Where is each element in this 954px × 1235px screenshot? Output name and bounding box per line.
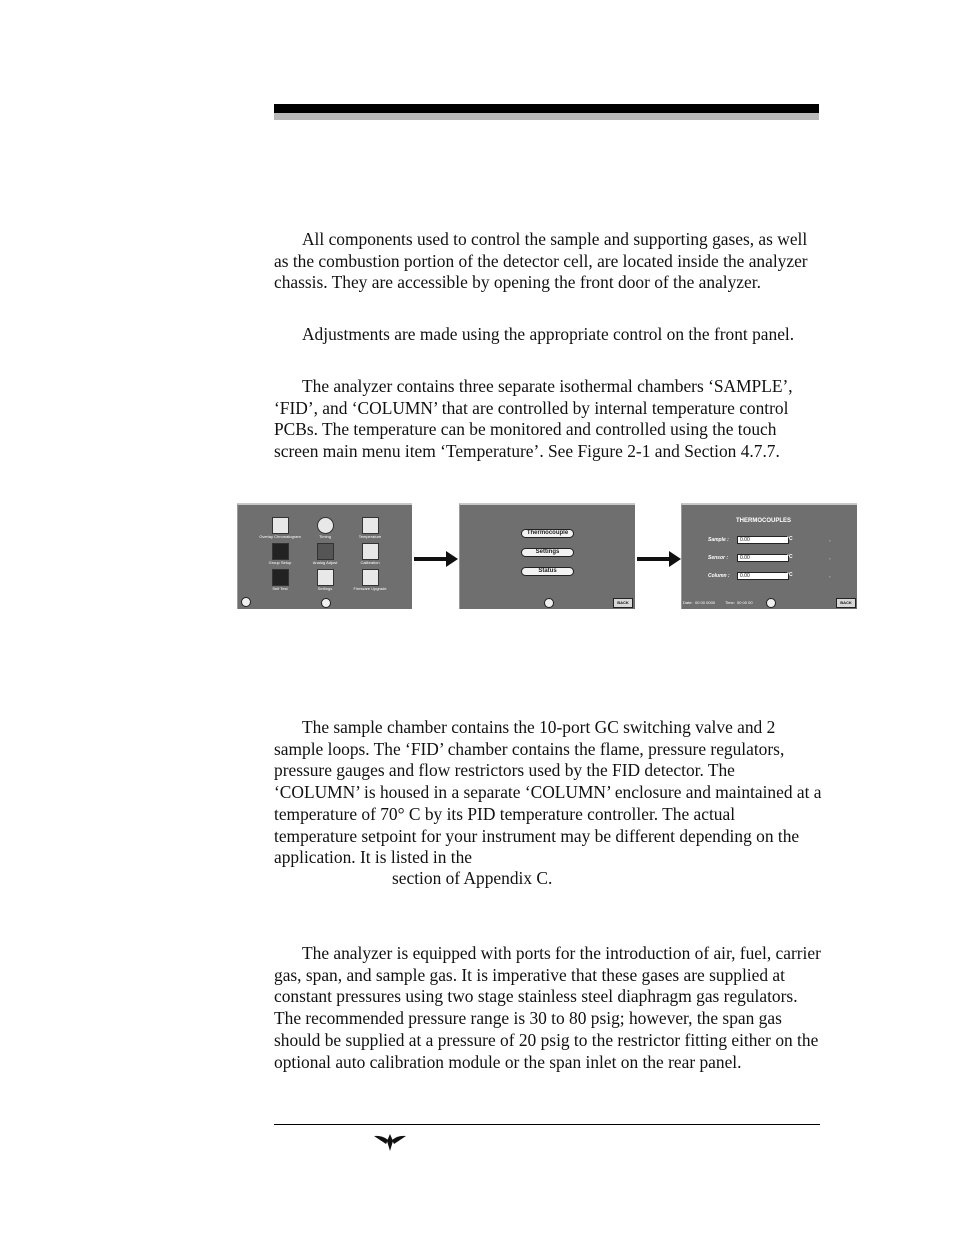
column-unit: °C bbox=[787, 572, 793, 578]
column-indicator-icon: ▫ bbox=[829, 574, 831, 579]
sample-value: 0.00 bbox=[737, 536, 789, 544]
back-button: BACK bbox=[836, 598, 856, 608]
menu-item-group-setup: Group Setup bbox=[255, 543, 305, 565]
settings-button: Settings bbox=[521, 548, 574, 557]
menu-item-settings: Settings bbox=[300, 569, 350, 591]
menu-item-overlay-chromatogram: Overlay Chromatogram bbox=[255, 517, 305, 539]
menu-item-calibration: Calibration bbox=[345, 543, 395, 565]
arrow-shaft-2 bbox=[637, 557, 671, 561]
header-rule-black bbox=[274, 104, 819, 113]
sensor-unit: °C bbox=[787, 554, 793, 560]
paragraph-chambers: The analyzer contains three separate isothermal chambers ‘SAMPLE’, ‘FID’, and ‘COLUMN’ that are controlled by internal temperature control PCBs. The temperature can be monitored and controlled using the touch screen main menu item ‘Temperature’. See Figure 2-1 and Section 4.7.7. bbox=[274, 376, 793, 462]
tools-icon bbox=[317, 569, 334, 586]
figure-thermocouples-screen bbox=[681, 503, 857, 609]
paragraph-sample-chamber: The sample chamber contains the 10-port GC switching valve and 2 sample loops. The ‘FID’ chamber contains the flame, pressure regulators, pressure gauges and flow restrictors used by the FID detector. The ‘COLUMN’ is housed in a separate ‘COLUMN’ enclosure and maintained at a temperature of 70° C by its PID temperature controller. The actual temperature setpoint for your instrument may be different depending on the application. It is listed in the bbox=[274, 717, 822, 868]
arrow-shaft-1 bbox=[414, 557, 448, 561]
back-button: BACK bbox=[613, 598, 633, 608]
sample-indicator-icon: ▫ bbox=[829, 538, 831, 543]
arrow-right-icon bbox=[669, 551, 681, 567]
menu-item-self-test: Self Test bbox=[255, 569, 305, 591]
analog-adjust-icon bbox=[317, 543, 334, 560]
paragraph-sample-chamber-end: section of Appendix C. bbox=[392, 868, 553, 888]
thermocouples-title: THERMOCOUPLES bbox=[736, 518, 792, 524]
figure-main-menu-screen bbox=[237, 503, 412, 609]
sensor-label: Sensor : bbox=[708, 555, 729, 561]
header-rule-gray bbox=[274, 113, 819, 120]
chromatogram-icon bbox=[272, 517, 289, 534]
paragraph-gas-ports: The analyzer is equipped with ports for the introduction of air, fuel, carrier gas, span, and sample gas. It is imperative that these gases are supplied at constant pressures using two stage stainless steel diaphragm gas regulators. The recommended pressure range is 30 to 80 psig; however, the span gas should be supplied at a pressure of 20 psig to the restrictor fitting either on the optional auto calibration module or the span inlet on the rear panel. bbox=[274, 943, 821, 1072]
status-button: Status bbox=[521, 567, 574, 576]
home-icon bbox=[766, 598, 776, 608]
home-icon bbox=[544, 598, 554, 608]
menu-item-timing: Timing bbox=[300, 517, 350, 539]
column-label: Column : bbox=[708, 573, 730, 579]
time-value: 00 00 00 bbox=[737, 600, 753, 605]
arrow-right-icon bbox=[446, 551, 458, 567]
calibration-icon bbox=[362, 543, 379, 560]
timer-icon bbox=[317, 517, 334, 534]
group-setup-icon bbox=[272, 543, 289, 560]
sample-unit: °C bbox=[787, 536, 793, 542]
date-value: 00 00 0000 bbox=[695, 600, 716, 605]
home-icon bbox=[321, 598, 331, 608]
sensor-value: 0.00 bbox=[737, 554, 789, 562]
thermocouple-button: Thermocouple bbox=[521, 529, 574, 538]
teledyne-logo-icon bbox=[372, 1132, 408, 1157]
sample-label: Sample : bbox=[708, 537, 729, 543]
thermometer-icon bbox=[362, 517, 379, 534]
date-label: Date: bbox=[683, 600, 693, 605]
menu-item-analog-adjust: Analog Adjust bbox=[300, 543, 350, 565]
time-label: Time: bbox=[725, 600, 735, 605]
footer-rule bbox=[274, 1124, 820, 1125]
firmware-icon bbox=[362, 569, 379, 586]
paragraph-components: All components used to control the sample and supporting gases, as well as the combustion portion of the detector cell, are located inside the analyzer chassis. They are accessible by opening the front door of the analyzer. bbox=[274, 229, 808, 293]
paragraph-adjustments: Adjustments are made using the appropriate control on the front panel. bbox=[302, 324, 795, 344]
menu-item-temperature: Temperature bbox=[345, 517, 395, 539]
column-value: 0.00 bbox=[737, 572, 789, 580]
menu-item-firmware-upgrade: Firmware Upgrade bbox=[345, 569, 395, 591]
self-test-icon bbox=[272, 569, 289, 586]
power-icon bbox=[241, 597, 251, 607]
figure-temperature-menu-screen bbox=[459, 503, 635, 609]
sensor-indicator-icon: ▫ bbox=[829, 556, 831, 561]
